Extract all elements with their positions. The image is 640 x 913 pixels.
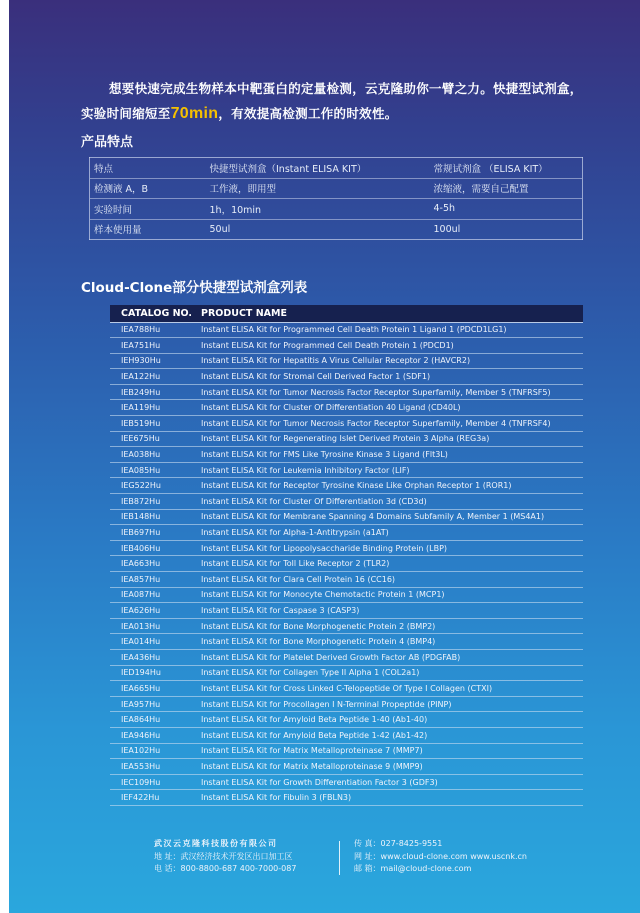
product-name: Instant ELISA Kit for Alpha-1-Antitrypsin (a1AT) [200,525,583,541]
features-cell: 样本使用量 [90,219,206,240]
catalog-number: IEC109Hu [110,774,200,790]
catalog-number: IEA085Hu [110,462,200,478]
product-name: Instant ELISA Kit for Receptor Tyrosine Kinase Like Orphan Receptor 1 (ROR1) [200,478,583,494]
intro-line-1: 想要快速完成生物样本中靶蛋白的定量检测，云克隆助你一臂之力。快捷型试剂盒， [109,81,583,96]
table-row [110,369,583,385]
table-row [110,743,583,759]
product-name-header: PRODUCT NAME [200,305,583,322]
table-row [110,384,583,400]
catalog-number: IEB148Hu [110,509,200,525]
table-row [110,525,583,541]
table-row [110,665,583,681]
product-name: Instant ELISA Kit for Fibulin 3 (FBLN3) [200,790,583,806]
features-cell: 50ul [206,219,430,240]
catalog-number: IED194Hu [110,665,200,681]
catalog-number: IEA014Hu [110,634,200,650]
catalog-number: IEA788Hu [110,322,200,338]
product-name: Instant ELISA Kit for Bone Morphogenetic Protein 4 (BMP4) [200,634,583,650]
product-name: Instant ELISA Kit for Procollagen I N-Terminal Propeptide (PINP) [200,696,583,712]
catalog-number: IEF422Hu [110,790,200,806]
catalog-number: IEB406Hu [110,540,200,556]
table-row [110,431,583,447]
catalog-number: IEA957Hu [110,696,200,712]
product-table-header [110,305,583,322]
features-cell: 特点 [90,158,206,179]
catalog-number: IEA857Hu [110,572,200,588]
catalog-number: IEA102Hu [110,743,200,759]
catalog-number: IEA946Hu [110,727,200,743]
catalog-number: IEA864Hu [110,712,200,728]
product-table [110,305,583,806]
table-row [110,727,583,743]
table-row [110,322,583,338]
company-name: 武汉云克隆科技股份有限公司 [154,839,278,848]
features-cell: 工作液，即用型 [206,178,430,199]
table-row [110,681,583,697]
catalog-number: IEA038Hu [110,447,200,463]
product-name: Instant ELISA Kit for Regenerating Islet Derived Protein 3 Alpha (REG3a) [200,431,583,447]
table-row [110,572,583,588]
table-row [110,649,583,665]
features-row [90,158,583,179]
table-row [110,603,583,619]
table-row [110,634,583,650]
table-row [110,478,583,494]
table-row [110,587,583,603]
catalog-number: IEA122Hu [110,369,200,385]
catalog-number: IEH930Hu [110,353,200,369]
features-cell: 实验时间 [90,199,206,220]
fax: 传 真：027-8425-9551 [354,839,443,848]
table-row [110,540,583,556]
table-row [110,712,583,728]
product-name: Instant ELISA Kit for Matrix Metalloproteinase 7 (MMP7) [200,743,583,759]
product-name: Instant ELISA Kit for Cluster Of Differentiation 40 Ligand (CD40L) [200,400,583,416]
features-cell: 浓缩液，需要自己配置 [430,178,583,199]
features-cell: 快捷型试剂盒（Instant ELISA KIT） [206,158,430,179]
product-name: Instant ELISA Kit for Cross Linked C-Telopeptide Of Type I Collagen (CTXI) [200,681,583,697]
features-row [90,219,583,240]
features-row [90,199,583,220]
product-name: Instant ELISA Kit for Matrix Metalloproteinase 9 (MMP9) [200,759,583,775]
product-name: Instant ELISA Kit for Toll Like Receptor 2 (TLR2) [200,556,583,572]
catalog-number: IEB697Hu [110,525,200,541]
product-name: Instant ELISA Kit for Cluster Of Differentiation 3d (CD3d) [200,494,583,510]
table-row [110,759,583,775]
brochure-page [9,0,640,913]
catalog-number: IEA626Hu [110,603,200,619]
table-row [110,494,583,510]
product-list-title: Cloud-Clone部分快捷型试剂盒列表 [81,280,308,296]
table-row [110,353,583,369]
catalog-number: IEE675Hu [110,431,200,447]
catalog-number: IEA665Hu [110,681,200,697]
catalog-number: IEA663Hu [110,556,200,572]
table-row [110,462,583,478]
table-row [110,509,583,525]
catalog-number: IEA436Hu [110,649,200,665]
product-name: Instant ELISA Kit for Monocyte Chemotactic Protein 1 (MCP1) [200,587,583,603]
website: 网 址：www.cloud-clone.com www.uscnk.cn [354,851,527,861]
product-name: Instant ELISA Kit for Leukemia Inhibitory Factor (LIF) [200,462,583,478]
features-row [90,178,583,199]
table-row [110,338,583,354]
intro-line-2: 实验时间缩短至70min，有效提高检测工作的时效性。 [81,105,398,122]
table-row [110,790,583,806]
product-name: Instant ELISA Kit for Lipopolysaccharide Binding Protein (LBP) [200,540,583,556]
catalog-number: IEG522Hu [110,478,200,494]
table-row [110,618,583,634]
product-name: Instant ELISA Kit for Membrane Spanning 4 Domains Subfamily A, Member 1 (MS4A1) [200,509,583,525]
product-name: Instant ELISA Kit for Clara Cell Protein 16 (CC16) [200,572,583,588]
product-name: Instant ELISA Kit for Bone Morphogenetic Protein 2 (BMP2) [200,618,583,634]
product-name: Instant ELISA Kit for Amyloid Beta Peptide 1-40 (Ab1-40) [200,712,583,728]
catalog-number: IEB519Hu [110,416,200,432]
catalog-number: IEA087Hu [110,587,200,603]
features-table [89,157,583,240]
product-name: Instant ELISA Kit for Collagen Type II Alpha 1 (COL2a1) [200,665,583,681]
product-name: Instant ELISA Kit for Stromal Cell Derived Factor 1 (SDF1) [200,369,583,385]
product-name: Instant ELISA Kit for Amyloid Beta Peptide 1-42 (Ab1-42) [200,727,583,743]
address: 地 址：武汉经济技术开发区出口加工区 [154,851,293,861]
features-cell: 4-5h [430,199,583,220]
phone: 电 话：800-8800-687 400-7000-087 [154,864,297,873]
features-cell: 100ul [430,219,583,240]
product-name: Instant ELISA Kit for Hepatitis A Virus Cellular Receptor 2 (HAVCR2) [200,353,583,369]
product-name: Instant ELISA Kit for Tumor Necrosis Factor Receptor Superfamily, Member 4 (TNFRSF4) [200,416,583,432]
table-row [110,556,583,572]
table-row [110,416,583,432]
footer-divider [339,841,340,875]
features-title: 产品特点 [81,135,134,150]
catalog-number: IEB249Hu [110,384,200,400]
product-name: Instant ELISA Kit for Platelet Derived Growth Factor AB (PDGFAB) [200,649,583,665]
product-name: Instant ELISA Kit for Programmed Cell Death Protein 1 Ligand 1 (PDCD1LG1) [200,322,583,338]
table-row [110,774,583,790]
table-row [110,447,583,463]
catalog-number: IEA751Hu [110,338,200,354]
product-name: Instant ELISA Kit for Programmed Cell Death Protein 1 (PDCD1) [200,338,583,354]
catalog-number: IEA119Hu [110,400,200,416]
catalog-header: CATALOG NO. [110,305,200,322]
catalog-number: IEA013Hu [110,618,200,634]
catalog-number: IEB872Hu [110,494,200,510]
features-cell: 检测液 A，B [90,178,206,199]
intro-paragraph [81,76,621,126]
product-name: Instant ELISA Kit for Tumor Necrosis Factor Receptor Superfamily, Member 5 (TNFRSF5) [200,384,583,400]
footer-right [354,838,527,876]
features-cell: 常规试剂盒 （ELISA KIT） [430,158,583,179]
features-cell: 1h，10min [206,199,430,220]
product-name: Instant ELISA Kit for Caspase 3 (CASP3) [200,603,583,619]
email: 邮 箱：mail@cloud-clone.com [354,864,472,873]
catalog-number: IEA553Hu [110,759,200,775]
table-row [110,696,583,712]
footer-left [154,838,296,876]
highlight-time: 70min [170,105,219,122]
product-name: Instant ELISA Kit for FMS Like Tyrosine Kinase 3 Ligand (Flt3L) [200,447,583,463]
table-row [110,400,583,416]
product-name: Instant ELISA Kit for Growth Differentiation Factor 3 (GDF3) [200,774,583,790]
